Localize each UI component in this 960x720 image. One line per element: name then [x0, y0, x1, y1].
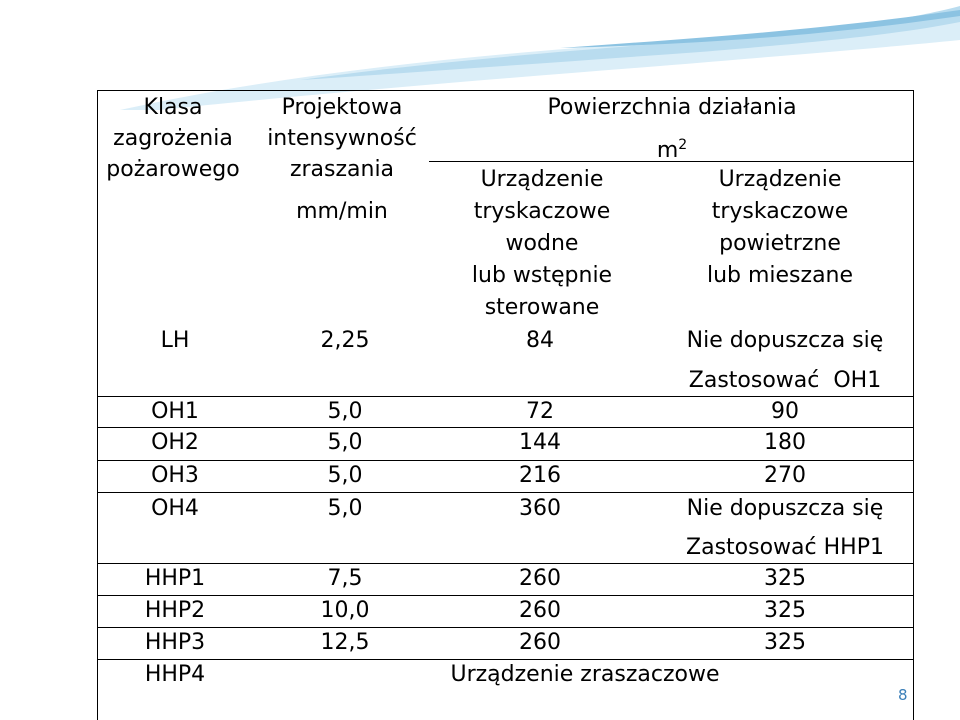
row-dry-area: Nie dopuszcza się [686, 328, 884, 353]
row-wet-area: 72 [526, 399, 554, 424]
header-wet-line: tryskaczowe [473, 199, 611, 224]
header-area-unit [430, 130, 914, 166]
row-wet-area: 360 [519, 496, 561, 521]
row-class: OH3 [151, 463, 199, 488]
header-wet-line: wodne [505, 231, 579, 256]
area-unit-exponent: 2 [678, 137, 688, 153]
row-wet-area: 260 [519, 598, 561, 623]
header-intensity-line: zraszania [289, 157, 395, 182]
header-class-line: zagrożenia [113, 126, 233, 151]
header-class-line: Klasa [143, 95, 203, 120]
header-intensity-line: intensywność [267, 126, 417, 151]
row-intensity: 2,25 [320, 328, 370, 353]
row-dry-area: 325 [764, 630, 806, 655]
row-intensity: 5,0 [327, 496, 363, 521]
row-dry-area: 180 [764, 430, 806, 455]
header-dry-line: tryskaczowe [711, 199, 849, 224]
header-wet-line: sterowane [484, 295, 600, 320]
page-number: 8 [898, 686, 908, 704]
row-class: OH4 [151, 496, 199, 521]
row-class: HHP3 [144, 630, 206, 655]
row-intensity: 5,0 [327, 399, 363, 424]
row-class: HHP2 [144, 598, 206, 623]
row-class: OH1 [151, 399, 199, 424]
row-dry-note: Zastosować OH1 [688, 368, 882, 393]
row-intensity: 5,0 [327, 463, 363, 488]
row-intensity: 10,0 [320, 598, 370, 623]
row-merged-note: Urządzenie zraszaczowe [450, 662, 720, 687]
header-dry-line: lub mieszane [706, 263, 854, 288]
row-wet-area: 144 [519, 430, 561, 455]
row-class: HHP1 [144, 566, 206, 591]
header-area-title: Powierzchnia działania [547, 95, 797, 120]
header-wet-line: lub wstępnie [471, 263, 613, 288]
row-dry-area: 270 [764, 463, 806, 488]
row-dry-area: 325 [764, 598, 806, 623]
row-class: LH [160, 328, 190, 353]
table-border-top [97, 90, 914, 91]
row-class: OH2 [151, 430, 199, 455]
header-intensity-line: mm/min [296, 199, 388, 224]
header-intensity-line: Projektowa [281, 95, 403, 120]
row-intensity: 12,5 [320, 630, 370, 655]
row-dry-note: Zastosować HHP1 [686, 535, 884, 560]
row-divider [97, 492, 914, 493]
row-intensity: 7,5 [327, 566, 363, 591]
row-class: HHP4 [144, 662, 206, 687]
row-dry-area: 90 [771, 399, 799, 424]
header-dry-line: powietrzne [719, 231, 841, 256]
row-dry-area: 325 [764, 566, 806, 591]
row-intensity: 5,0 [327, 430, 363, 455]
row-wet-area: 84 [526, 328, 554, 353]
header-wet-line: Urządzenie [480, 167, 604, 192]
table-border-right [913, 90, 914, 720]
header-class-line: pożarowego [106, 157, 240, 182]
area-unit-base: m [656, 138, 679, 163]
row-dry-area: Nie dopuszcza się [686, 496, 884, 521]
row-wet-area: 216 [519, 463, 561, 488]
row-wet-area: 260 [519, 566, 561, 591]
row-wet-area: 260 [519, 630, 561, 655]
header-dry-line: Urządzenie [718, 167, 842, 192]
